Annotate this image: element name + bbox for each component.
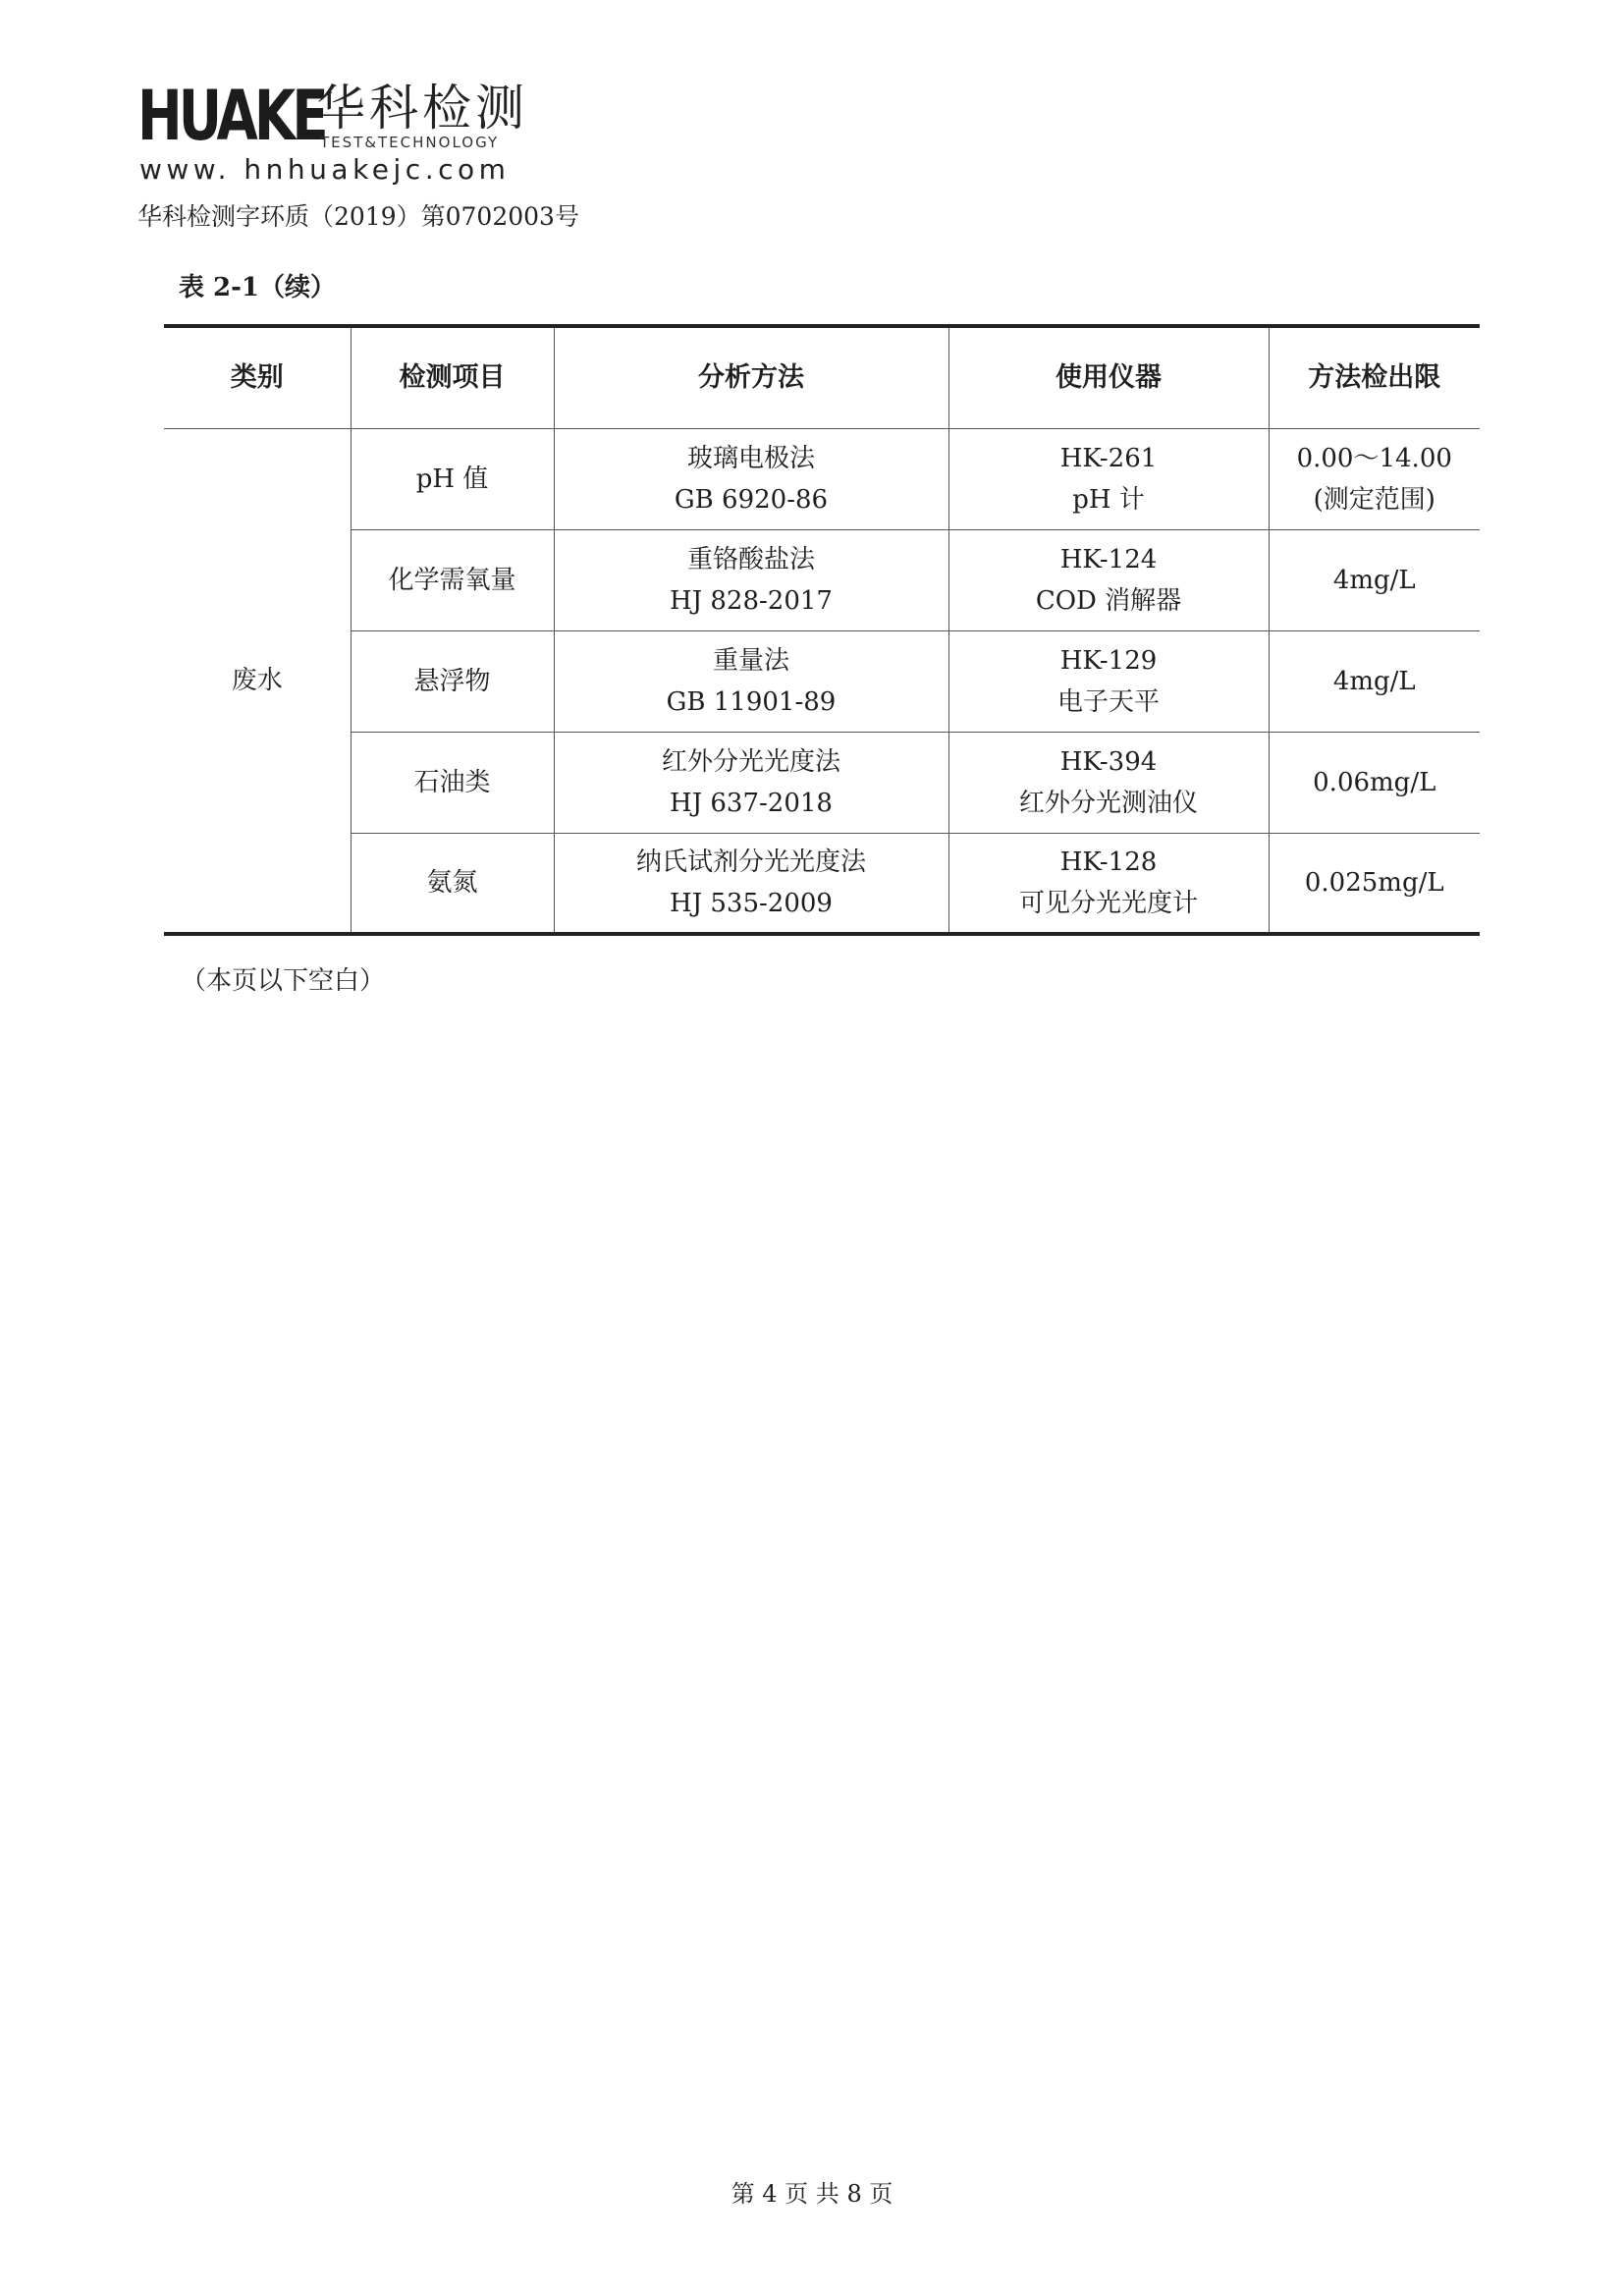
- instrument-id: HK-394: [1059, 746, 1158, 777]
- table-row: [164, 833, 1480, 934]
- limit-value: 0.06mg/L: [1313, 767, 1436, 797]
- logo-wordmark: HUAKE: [137, 76, 325, 156]
- test-item-cell: 化学需氧量: [351, 529, 554, 630]
- category-cell: 废水: [164, 428, 351, 934]
- method-cell: [554, 833, 948, 934]
- table-row: [164, 732, 1480, 833]
- table-caption: 表 2-1（续）: [179, 273, 337, 302]
- header-test-item: 检测项目: [351, 326, 554, 428]
- instrument-name: pH 计: [1072, 484, 1145, 515]
- instrument-cell: [948, 428, 1269, 529]
- header-detection-limit: 方法检出限: [1269, 326, 1480, 428]
- method-name: 玻璃电极法: [686, 443, 815, 473]
- instrument-name: COD 消解器: [1035, 585, 1182, 616]
- limit-value: 0.00～14.00: [1296, 443, 1452, 473]
- limit-note: (测定范围): [1313, 484, 1435, 515]
- method-cell: [554, 732, 948, 833]
- method-standard: HJ 535-2009: [670, 888, 833, 918]
- limit-cell: [1269, 630, 1480, 732]
- method-standard: GB 11901-89: [666, 686, 837, 717]
- table-header-row: [164, 326, 1480, 428]
- test-item-cell: 悬浮物: [351, 630, 554, 732]
- test-methods-table: [164, 324, 1480, 936]
- limit-cell: [1269, 732, 1480, 833]
- limit-value: 0.025mg/L: [1304, 867, 1444, 898]
- table-row: [164, 630, 1480, 732]
- header-category: 类别: [164, 326, 351, 428]
- limit-cell: [1269, 428, 1480, 529]
- page-number: 第 4 页 共 8 页: [731, 2180, 893, 2208]
- header-instrument: 使用仪器: [948, 326, 1269, 428]
- test-item-cell: pH 值: [351, 428, 554, 529]
- table-row: [164, 428, 1480, 529]
- method-name: 重铬酸盐法: [686, 544, 815, 574]
- instrument-cell: [948, 732, 1269, 833]
- test-item-cell: 氨氮: [351, 833, 554, 934]
- instrument-id: HK-128: [1059, 847, 1158, 877]
- method-name: 纳氏试剂分光光度法: [635, 847, 866, 877]
- method-standard: HJ 637-2018: [670, 788, 833, 818]
- table-row: [164, 529, 1480, 630]
- blank-page-note: （本页以下空白）: [181, 966, 386, 996]
- limit-cell: [1269, 833, 1480, 934]
- instrument-id: HK-261: [1059, 443, 1158, 473]
- instrument-name: 电子天平: [1056, 686, 1160, 717]
- logo-english-tagline: TEST&TECHNOLOGY: [320, 134, 500, 151]
- instrument-name: 红外分光测油仪: [1018, 788, 1198, 818]
- method-standard: HJ 828-2017: [670, 585, 833, 616]
- instrument-cell: [948, 529, 1269, 630]
- instrument-name: 可见分光光度计: [1018, 888, 1198, 918]
- method-name: 红外分光光度法: [661, 746, 840, 777]
- method-cell: [554, 529, 948, 630]
- report-number: 华科检测字环质（2019）第0702003号: [137, 202, 579, 231]
- logo-chinese-name: 华科检测: [316, 80, 528, 137]
- method-name: 重量法: [712, 645, 789, 676]
- test-item-cell: 石油类: [351, 732, 554, 833]
- limit-value: 4mg/L: [1332, 666, 1416, 696]
- instrument-cell: [948, 833, 1269, 934]
- limit-value: 4mg/L: [1332, 565, 1416, 595]
- company-logo: [137, 76, 560, 156]
- limit-cell: [1269, 529, 1480, 630]
- method-cell: [554, 428, 948, 529]
- instrument-id: HK-124: [1059, 544, 1158, 574]
- instrument-cell: [948, 630, 1269, 732]
- instrument-id: HK-129: [1059, 645, 1158, 676]
- header-analysis-method: 分析方法: [554, 326, 948, 428]
- company-website: www. hnhuakejc.com: [139, 153, 511, 186]
- method-standard: GB 6920-86: [674, 484, 829, 515]
- method-cell: [554, 630, 948, 732]
